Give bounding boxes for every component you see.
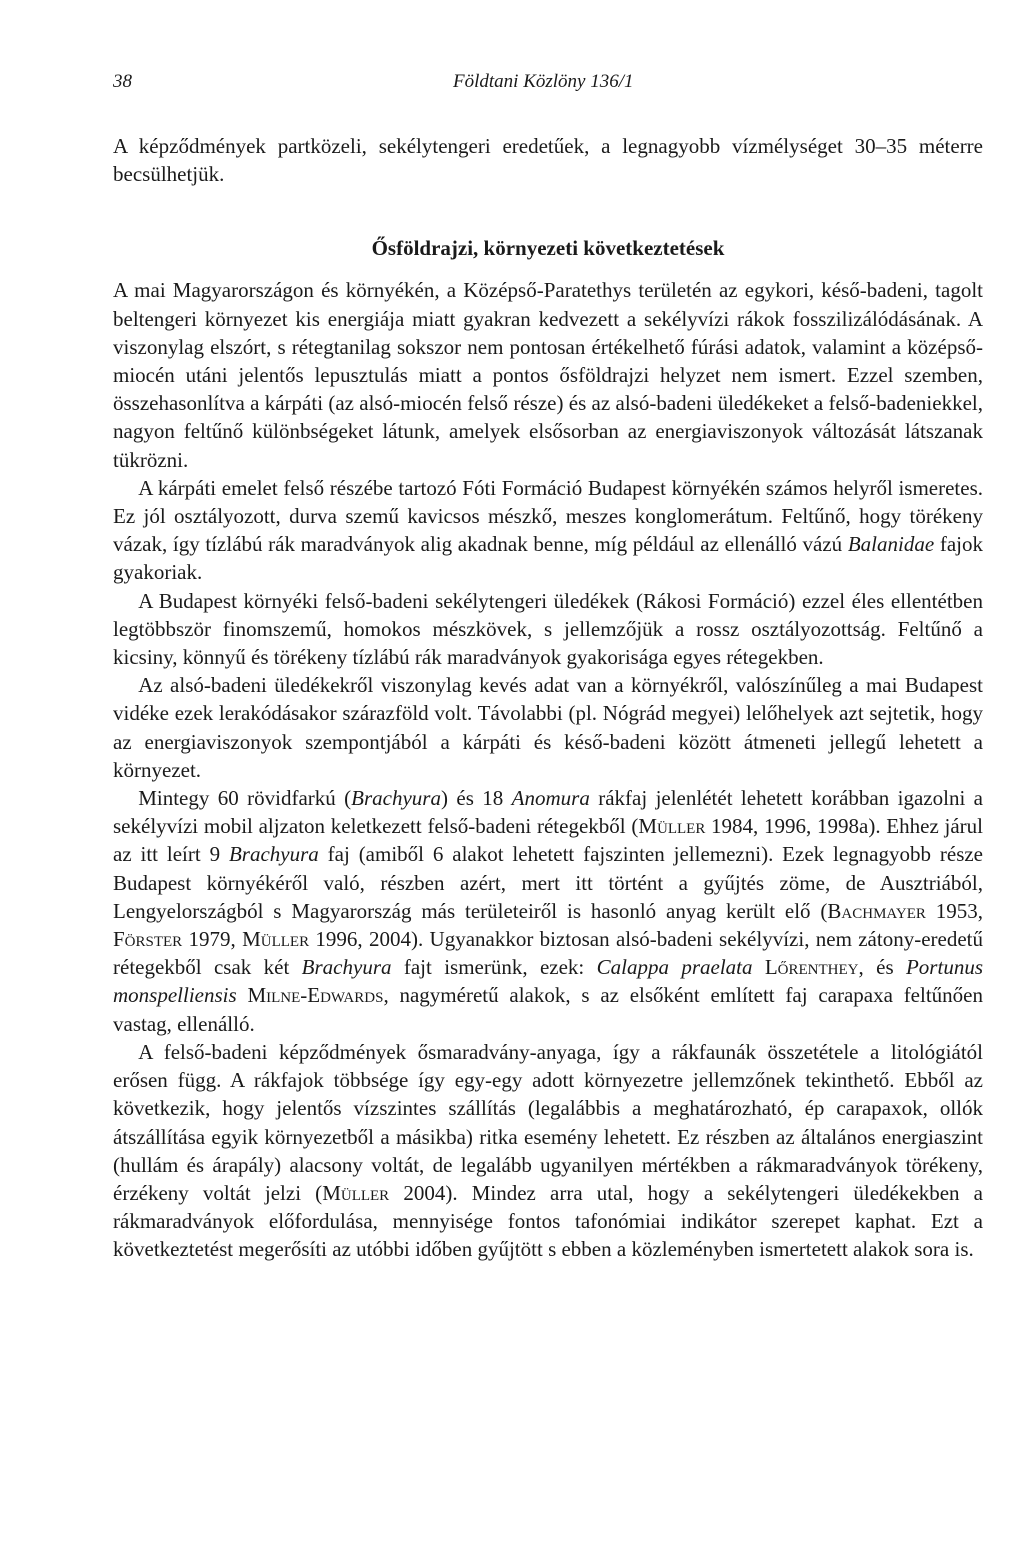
paragraph-6 <box>113 1038 983 1264</box>
text-run: 1953, <box>925 898 984 923</box>
text-run: fajt ismerünk, ezek: <box>391 955 597 980</box>
author-citation: Lőrenthey <box>764 955 859 980</box>
running-head <box>113 62 983 98</box>
taxon-name: Anomura <box>511 786 590 811</box>
paragraph-1: A mai Magyarországon és környékén, a Középső-Paratethys területén az egykori, késő-badeni, tagolt beltengeri környezet kis energiája miatt gyakran kedvezett a sekélyvízi rákok fosszilizálódásának. A viszonylag elszórt, s rétegtanilag sokszor nem pontosan értékelhető fúrási adatok, valamint a középső-miocén utáni jelentős lepusztulás miatt a pontos ősföldrajzi helyzet nem ismert. Ezzel szemben, összehasonlítva a kárpáti (az alsó-miocén felső része) és az alsó-badeni üledékeket a felső-badeniekkel, nagyon feltűnő különbségeket látunk, amelyek elsősorban az energiaviszonyok változását látszanak tükrözni. <box>113 278 983 472</box>
taxon-name: Brachyura <box>228 842 319 867</box>
text-run: , nagyméretű alakok, s az elsőként említett faj carapaxa feltűnően vastag, ellenálló. <box>113 983 983 1036</box>
text-run: 2004). Mindez arra utal, hogy a sekélytengeri üledékekben a rákmaradványok előfordulása, mennyisége fontos tafonómiai indikátor szerepet kaphat. Ezt a következtetést megerősíti az utóbbi időben gyűjtött s ebben a közleményben ismertetett alakok sora is. <box>113 1180 983 1262</box>
intro-paragraph: A képződmények partközeli, sekélytengeri eredetűek, a legnagyobb vízmélységet 30–35 méterre becsülhetjük. <box>113 134 983 187</box>
text-run: rákfaj jelenlétét lehetett korábban igazolni a sekélyvízi mobil aljzaton keletkezett felső-badeni rétegekből ( <box>113 786 983 839</box>
paragraph-3: A Budapest környéki felső-badeni sekélytengeri üledékek (Rákosi Formáció) ezzel éles ellentétben legtöbbször finomszemű, homokos mészkövek, s jellemzőjük a rossz osztályozottság. Feltűnő a kicsiny, könnyű és törékeny tízlábú rák maradványok gyakorisága egyes rétegekben. <box>113 588 983 670</box>
journal-title: Földtani Közlöny 136/1 <box>453 71 634 92</box>
author-citation: Milne-Edwards <box>247 983 384 1008</box>
paragraph-5 <box>113 784 983 1038</box>
author-citation: Müller <box>638 814 706 839</box>
taxon-name: Brachyura <box>351 786 441 811</box>
page <box>113 62 983 1264</box>
text-run: A felső-badeni képződmények ősmaradvány-anyaga, így a rákfaunák összetétele a litológiától erősen függ. A rákfajok többsége így egy-egy adott környezetre jellemzőnek tekinthető. Ebből az következik, hogy jelentős vízszintes szállítás (legalábbis a meghatározható, ép carapaxok, ollók átszállítása egyik környezetből a másikba) ritka esemény lehetett. Ez részben az általános energiaszint (hullám és árapály) alacsony voltát, de legalább ugyanilyen mértékben a rákmaradványok törékeny, érzékeny voltát jelzi ( <box>113 1039 983 1205</box>
paragraph-2 <box>113 474 983 587</box>
text-run: 1984, 1996, 1998a). Ehhez járul az itt leírt 9 <box>113 814 983 867</box>
text-run: 1979, <box>182 927 243 952</box>
taxon-name: Calappa praelata <box>596 955 753 980</box>
author-citation: Müller <box>242 927 310 952</box>
section-heading: Ősföldrajzi, környezeti következtetések <box>371 236 725 261</box>
text-run: faj (amiből 6 alakot lehetett fajszinten jellemezni). Ezek legnagyobb része Budapest környékéről való, részben azért, mert itt történt a gyűjtés zöme, de Ausztriából, Lengyelországból s Magyarország más területeiről is hasonló anyag került elő ( <box>113 842 984 923</box>
text-run: A kárpáti emelet felső részébe tartozó Fóti Formáció Budapest környékén számos helyről ismeretes. Ez jól osztályozott, durva szemű kavicsos mészkő, meszes konglomerátum. Feltűnő, hogy törékeny vázak, így tízlábú rák maradványok alig akadnak benne, míg például az ellenálló vázú <box>113 475 983 557</box>
text-run: Mintegy 60 rövidfarkú ( <box>138 786 352 811</box>
page-number: 38 <box>113 71 132 92</box>
text-run: fajok gyakoriak. <box>113 532 984 585</box>
text-run: , és <box>858 955 906 980</box>
author-citation: Müller <box>322 1180 390 1205</box>
author-citation: Bachmayer <box>827 898 926 923</box>
taxon-name: Balanidae <box>847 532 935 557</box>
author-citation: Förster <box>113 927 183 952</box>
paragraph-4: Az alsó-badeni üledékekről viszonylag kevés adat van a környékről, valószínűleg a mai Budapest vidéke ezek lerakódásakor szárazföld volt. Távolabbi (pl. Nógrád megyei) lelőhelyek azt sejtetik, hogy az energiaviszonyok szempontjából a kárpáti és késő-badeni között átmeneti jellegű lehetett a környezet. <box>113 673 983 782</box>
text-run: ) és 18 <box>440 786 512 811</box>
taxon-name: Brachyura <box>301 955 392 980</box>
text-run: 1996, 2004). Ugyanakkor biztosan alsó-badeni sekélyvízi, nem zátony-eredetű rétegekből csak két <box>113 927 983 980</box>
taxon-name: Portunus monspelliensis <box>113 955 983 1008</box>
